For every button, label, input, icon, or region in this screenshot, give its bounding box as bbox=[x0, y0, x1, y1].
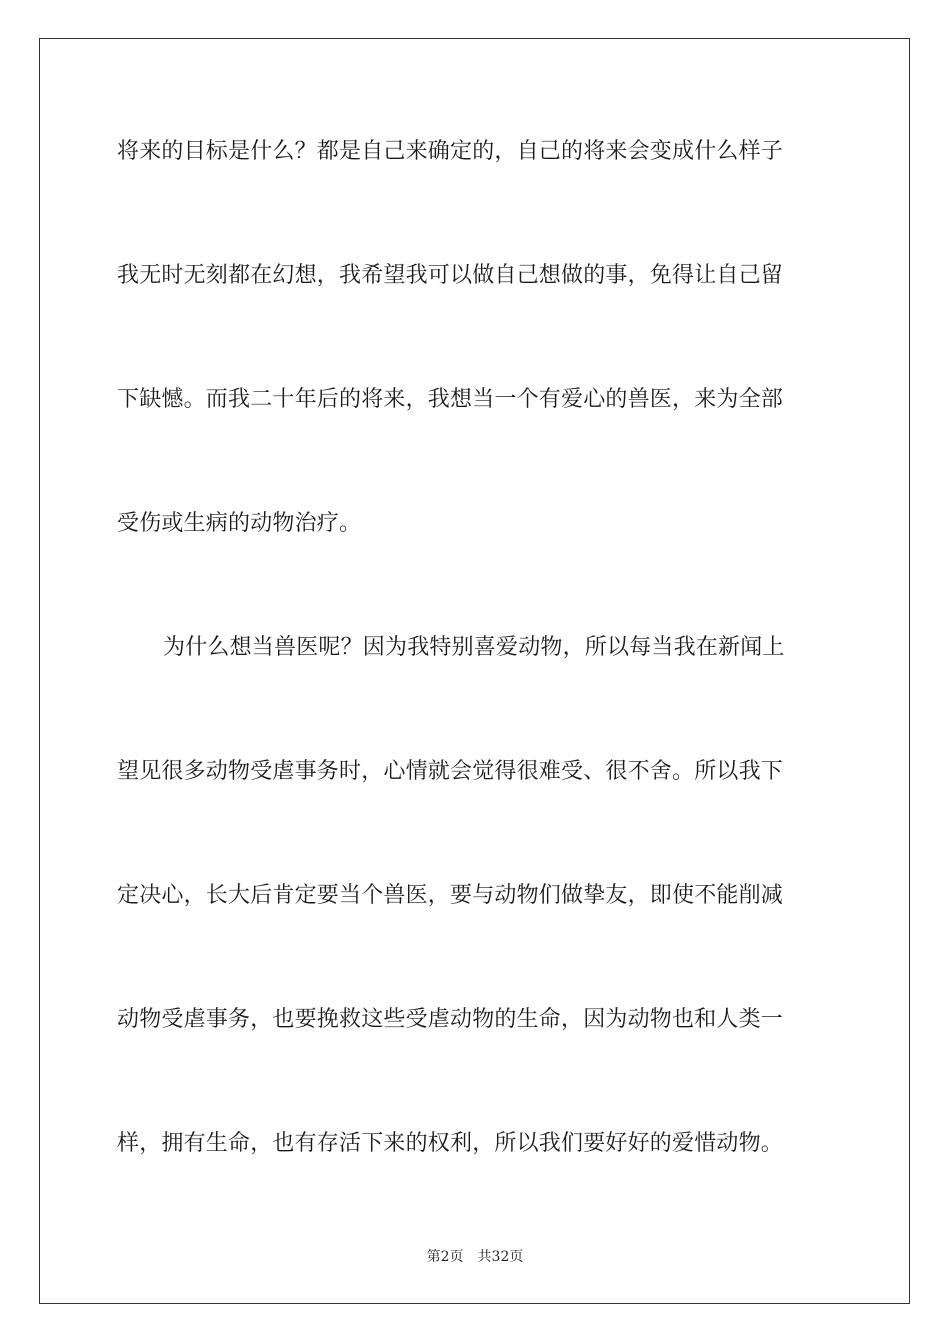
text-line-4: 受伤或生病的动物治疗。 bbox=[117, 511, 362, 536]
page-border bbox=[39, 38, 910, 1304]
text-line-8: 动物受虐事务，也要挽救这些受虐动物的生命，因为动物也和人类一 bbox=[117, 1007, 784, 1032]
page-footer bbox=[0, 1248, 950, 1266]
text-line-2: 我无时无刻都在幻想，我希望我可以做自己想做的事，免得让自己留 bbox=[117, 263, 784, 288]
total-pages: 共32页 bbox=[477, 1249, 524, 1265]
text-line-6: 望见很多动物受虐事务时，心情就会觉得很难受、很不舍。所以我下 bbox=[117, 759, 784, 784]
text-line-7: 定决心，长大后肯定要当个兽医，要与动物们做挚友，即使不能削减 bbox=[117, 883, 784, 908]
text-line-1: 将来的目标是什么？都是自己来确定的，自己的将来会变成什么样子 bbox=[117, 139, 784, 164]
text-line-9: 样，拥有生命，也有存活下来的权利，所以我们要好好的爱惜动物。 bbox=[117, 1131, 784, 1156]
text-line-5: 为什么想当兽医呢？因为我特别喜爱动物，所以每当我在新闻上 bbox=[163, 635, 785, 660]
page-number: 第2页 bbox=[426, 1249, 464, 1265]
text-line-3: 下缺憾。而我二十年后的将来，我想当一个有爱心的兽医，来为全部 bbox=[117, 387, 784, 412]
